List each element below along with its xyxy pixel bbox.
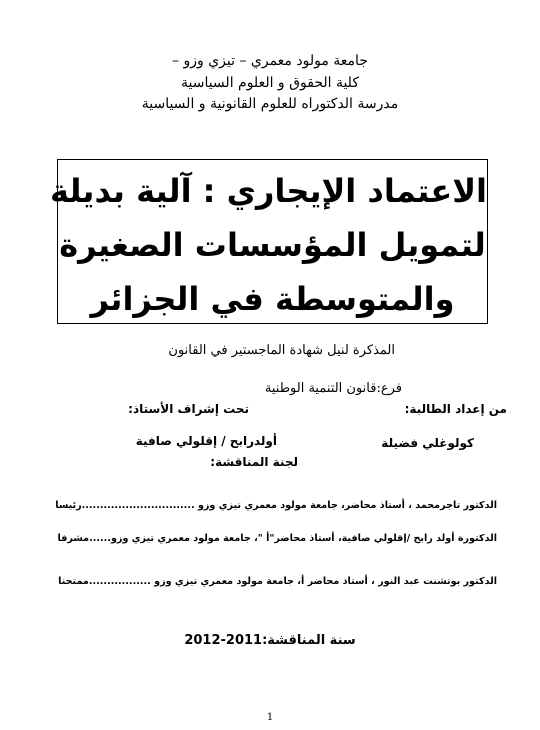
committee-member-examiner: الدكتور بوتشنت عبد النور ، أستاذ محاضر أ، جامعة مولود معمري تيزي وزو .................ممتحنا xyxy=(58,576,497,587)
supervisor-label: تحت إشراف الأستاذ: xyxy=(128,402,249,416)
page-number: 1 xyxy=(266,712,274,723)
title-line-1: الاعتماد الإيجاري : آلية بديلة xyxy=(49,172,487,210)
student-name: كولوغلي فضيلة xyxy=(381,436,474,450)
faculty-name: كلية الحقوق و العلوم السياسية xyxy=(180,75,359,91)
defense-year: سنة المناقشة:2011-2012 xyxy=(184,633,356,648)
student-label: من إعداد الطالبة: xyxy=(404,402,507,416)
title-line-3: والمتوسطة في الجزائر xyxy=(90,280,455,318)
committee-label: لجنة المناقشة: xyxy=(210,455,298,469)
committee-member-president: الدكتور تاجرمحمد ، أستاذ محاضر، جامعة مولود معمري تيزي وزو ...............................رئيسا xyxy=(55,500,497,511)
committee-member-supervisor: الدكتورة أولد رابح /إقلولي صافية، أستاذ محاضر"أ "، جامعة مولود معمري تيزي وزو......مشرفا xyxy=(57,533,497,544)
supervisor-name: أولدرابح / إقلولي صافية xyxy=(135,434,277,448)
branch: فرع:قانون التنمية الوطنية xyxy=(264,381,402,396)
degree-statement: المذكرة لنيل شهادة الماجستير في القانون xyxy=(168,343,395,358)
university-name: جامعة مولود معمري – تيزي وزو – xyxy=(172,53,368,69)
title-line-2: لتمويل المؤسسات الصغيرة xyxy=(59,226,486,264)
doctoral-school-name: مدرسة الدكتوراه للعلوم القانونية و السياسية xyxy=(141,96,399,112)
thesis-title-box xyxy=(49,159,488,324)
